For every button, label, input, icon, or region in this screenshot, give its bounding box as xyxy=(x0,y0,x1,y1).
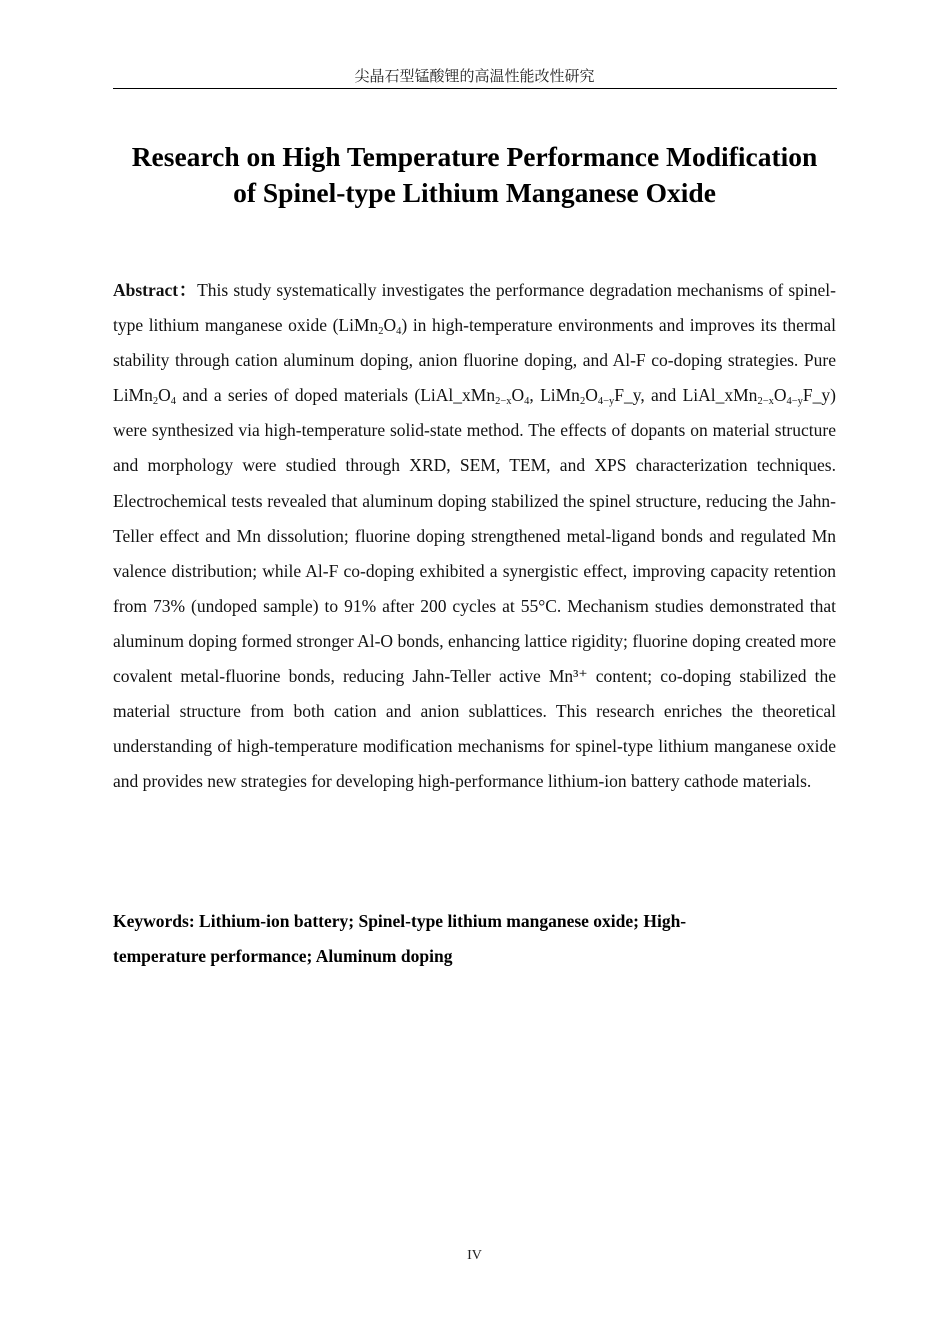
subscript: 2−x xyxy=(757,396,774,408)
abstract-text: F_y, and LiAl_xMn xyxy=(614,385,758,406)
keywords-line-2: temperature performance; Aluminum doping xyxy=(113,946,453,967)
subscript: 2 xyxy=(378,326,384,338)
abstract-text: O xyxy=(585,385,598,406)
paper-title xyxy=(113,139,836,211)
abstract-text: and a series of doped materials (LiAl_xMn xyxy=(176,385,496,406)
abstract-text: This study systematically investigates the performance degradation mechanisms of spinel-type lithium manganese oxide (LiMn xyxy=(113,280,837,336)
abstract-text: O xyxy=(511,385,525,406)
abstract-paragraph xyxy=(113,273,836,799)
title-line-2: of Spinel-type Lithium Manganese Oxide xyxy=(233,177,716,208)
abstract-text: O xyxy=(773,385,787,406)
abstract-text: O xyxy=(158,385,171,406)
subscript: 2 xyxy=(579,396,586,408)
abstract-text: ) in high-temperature environments and improves its thermal stability through cation aluminum doping, anion fluorine doping, and Al-F co-doping strategies. Pure LiMn xyxy=(113,315,836,406)
abstract-label: Abstract： xyxy=(113,280,198,300)
keywords xyxy=(113,904,836,974)
subscript: 2−x xyxy=(495,396,512,408)
title-line-1: Research on High Temperature Performance Modification xyxy=(131,141,818,172)
subscript: 2 xyxy=(152,396,159,408)
abstract-text: O xyxy=(383,315,397,336)
running-header: 尖晶石型锰酸锂的高温性能改性研究 xyxy=(354,67,595,85)
abstract-text: F_y) were synthesized via high-temperature solid-state method. The effects of dopants on material structure and morphology were studied through XRD, SEM, TEM, and XPS characterization techniques. Electrochemical tests revealed that aluminum doping stabilized the spinel structure, reducing the Jahn-Teller effect and Mn dissolution; fluorine doping strengthened metal-ligand bonds and regulated Mn valence distribution; while Al-F co-doping exhibited a synergistic effect, improving capacity retention from 73% (undoped sample) to 91% after 200 cycles at 55°C. Mechanism studies demonstrated that aluminum doping formed stronger Al-O bonds, enhancing lattice rigidity; fluorine doping created more covalent metal-fluorine bonds, reducing Jahn-Teller active Mn³⁺ content; co-doping stabilized the material structure from both cation and anion sublattices. This research enriches the theoretical understanding of high-temperature modification mechanisms for spinel-type lithium manganese oxide and provides new strategies for developing high-performance lithium-ion battery cathode materials. xyxy=(113,385,836,792)
keywords-line-1: Keywords: Lithium-ion battery; Spinel-type lithium manganese oxide; High- xyxy=(113,911,687,931)
subscript: 4−y xyxy=(786,396,803,408)
header-rule xyxy=(113,88,837,89)
abstract-text: , LiMn xyxy=(529,385,580,406)
page-number: IV xyxy=(467,1248,482,1263)
subscript: 4 xyxy=(170,396,177,408)
subscript: 4 xyxy=(396,326,402,338)
subscript: 4 xyxy=(524,396,530,408)
subscript: 4−y xyxy=(597,396,615,408)
